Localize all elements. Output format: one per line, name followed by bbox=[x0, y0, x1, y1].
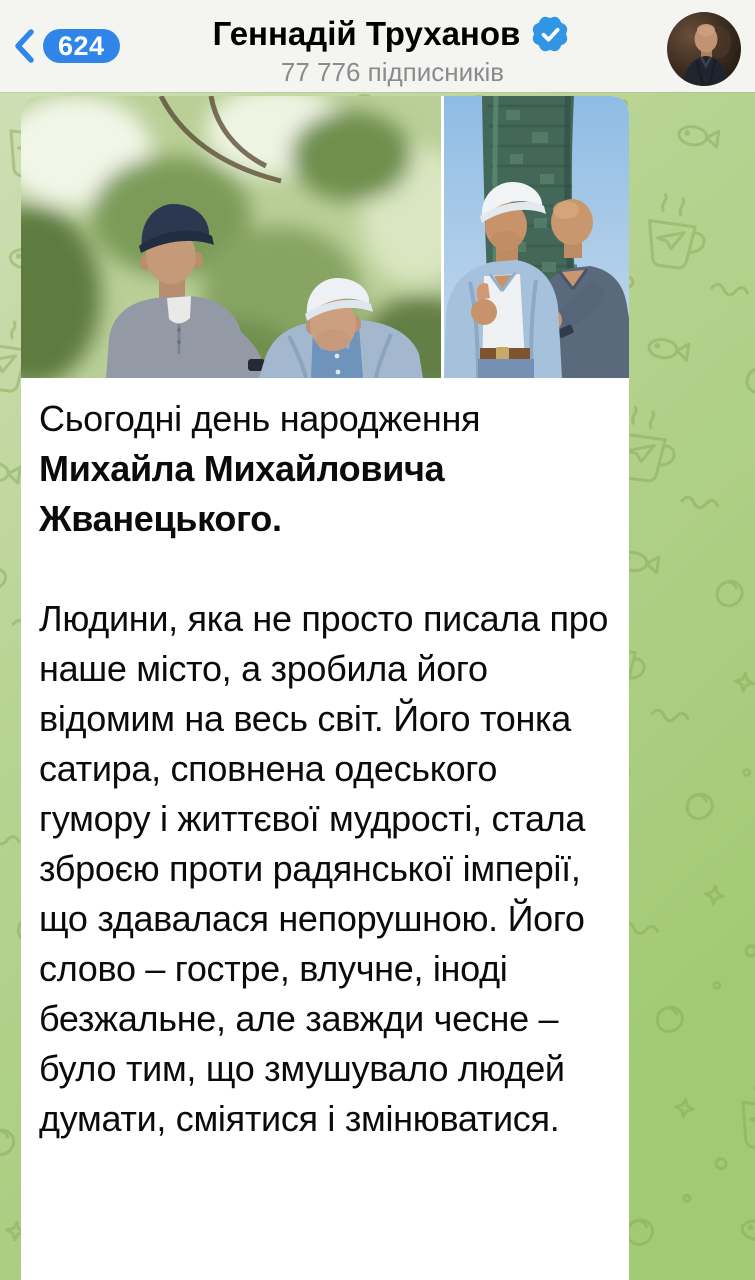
unread-count-badge[interactable]: 624 bbox=[43, 29, 120, 63]
verified-seal-icon bbox=[528, 12, 572, 56]
channel-avatar[interactable] bbox=[667, 12, 741, 86]
post-text bbox=[21, 378, 629, 1172]
back-button[interactable] bbox=[12, 27, 120, 65]
post-paragraph-body: Людини, яка не просто писала про наше місто, а зробила його відомим на весь світ. Його тонка сатира, сповнена одеського гумору і життєвої мудрості, стала зброєю проти радянської імперії, що здавалася непорушною. Його слово – гостре, влучне, іноді безжальне, але завжди чесне – було тим, що змушувало людей думати, сміятися і змінюватися. bbox=[39, 598, 609, 1139]
photo-park-illustration bbox=[21, 96, 441, 378]
channel-info[interactable] bbox=[130, 12, 655, 88]
photo-monument-illustration bbox=[444, 96, 629, 378]
post-paragraph-title bbox=[39, 394, 611, 544]
channel-post-bubble bbox=[21, 96, 629, 1280]
post-photo-album bbox=[21, 96, 629, 378]
subscriber-count: 77 776 підписників bbox=[280, 57, 505, 87]
avatar-image bbox=[667, 12, 741, 86]
chevron-left-icon bbox=[12, 27, 36, 65]
channel-title: Геннадій Труханов bbox=[212, 15, 521, 52]
chat-header bbox=[0, 0, 755, 92]
post-photo-park[interactable] bbox=[21, 96, 441, 378]
post-photo-monument[interactable] bbox=[444, 96, 629, 378]
post-intro-text: Сьогодні день народження bbox=[39, 398, 481, 439]
post-name-bold: Михайла Михайловича Жванецького. bbox=[39, 448, 445, 539]
